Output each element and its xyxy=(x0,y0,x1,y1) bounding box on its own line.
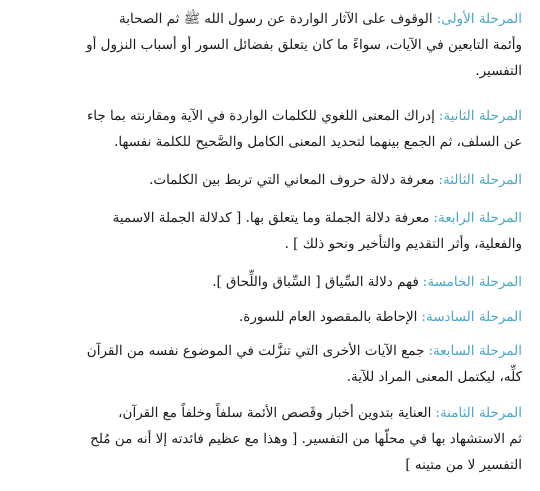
stage-4-label: المرحلة الرابعة: xyxy=(433,210,522,226)
stage-1-label: المرحلة الأولى: xyxy=(436,11,522,27)
stage-8 xyxy=(12,400,522,478)
stage-2-text-2: عن السلف، ثم الجمع بينهما لتحديد المعنى الكامل والصَّحيح للكلمة نفسها. xyxy=(114,134,522,150)
stage-7 xyxy=(12,338,522,390)
stage-5-text-1: فهم دلالة السِّياق [ السِّباق واللِّحاق ]. xyxy=(212,274,419,290)
stage-7-label: المرحلة السابعة: xyxy=(428,343,522,359)
stage-8-line-1 xyxy=(12,400,522,426)
stage-4 xyxy=(12,205,522,257)
stage-3 xyxy=(12,167,522,193)
stage-2-line-2 xyxy=(12,129,522,155)
stage-1-text-2: وأئمة التابعين في الآيات، سواءً ما كان يتعلق بفضائل السور أو أسباب النزول أو xyxy=(86,37,522,53)
stage-4-text-2: والفعلية، وأثر التقديم والتأخير ونحو ذلك ] . xyxy=(284,236,522,252)
stage-7-line-2 xyxy=(12,364,522,390)
stage-7-line-1 xyxy=(12,338,522,364)
stage-8-label: المرحلة الثامنة: xyxy=(435,405,522,421)
stage-1-line-2 xyxy=(12,32,522,58)
stage-8-line-3 xyxy=(12,452,522,478)
stage-1-line-1 xyxy=(12,6,522,32)
stage-2-line-1 xyxy=(12,103,522,129)
stage-2-label: المرحلة الثانية: xyxy=(438,108,522,124)
stage-8-text-3: التفسير لا من متينه ] xyxy=(405,457,522,473)
stage-1-line-3 xyxy=(12,58,522,84)
stage-5 xyxy=(12,269,522,295)
stage-8-text-2: ثم الاستشهاد بها في محلّها من التفسير. [ وهذا مع عظيم فائدته إلا أنه من مُلح xyxy=(90,431,522,447)
stage-3-line-1 xyxy=(12,167,522,193)
stage-5-line-1 xyxy=(12,269,522,295)
stage-6-text-1: الإحاطة بالمقصود العام للسورة. xyxy=(238,309,418,325)
stage-3-text-1: معرفة دلالة حروف المعاني التي تربط بين الكلمات. xyxy=(149,172,435,188)
stage-1 xyxy=(12,6,522,84)
stage-2-text-1: إدراك المعنى اللغوي للكلمات الواردة في الآية ومقارنته بما جاء xyxy=(86,108,435,124)
stage-8-text-1: العناية بتدوين أخبار وقَصص الأئمة سلفاً وخلفاً مع القرآن، xyxy=(118,405,432,421)
stage-2 xyxy=(12,103,522,155)
stage-5-label: المرحلة الخامسة: xyxy=(422,274,522,290)
stage-3-label: المرحلة الثالثة: xyxy=(438,172,522,188)
stage-4-line-2 xyxy=(12,231,522,257)
stage-8-line-2 xyxy=(12,426,522,452)
stage-1-text-1: الوقوف على الآثار الواردة عن رسول الله ﷺ ثم الصحابة xyxy=(118,11,433,27)
stage-6-label: المرحلة السادسة: xyxy=(421,309,522,325)
stage-7-text-1: جمع الآيات الأخرى التي تنزَّلت في الموضوع نفسه من القرآن xyxy=(86,343,425,359)
stage-6-line-1 xyxy=(12,304,522,330)
stage-4-line-1 xyxy=(12,205,522,231)
stage-1-text-3: التفسير. xyxy=(475,63,522,79)
stage-6 xyxy=(12,304,522,330)
stage-4-text-1: معرفة دلالة الجملة وما يتعلق بها. [ كدلالة الجملة الاسمية xyxy=(112,210,430,226)
stage-7-text-2: كلِّه، ليكتمل المعنى المراد للآية. xyxy=(346,369,522,385)
